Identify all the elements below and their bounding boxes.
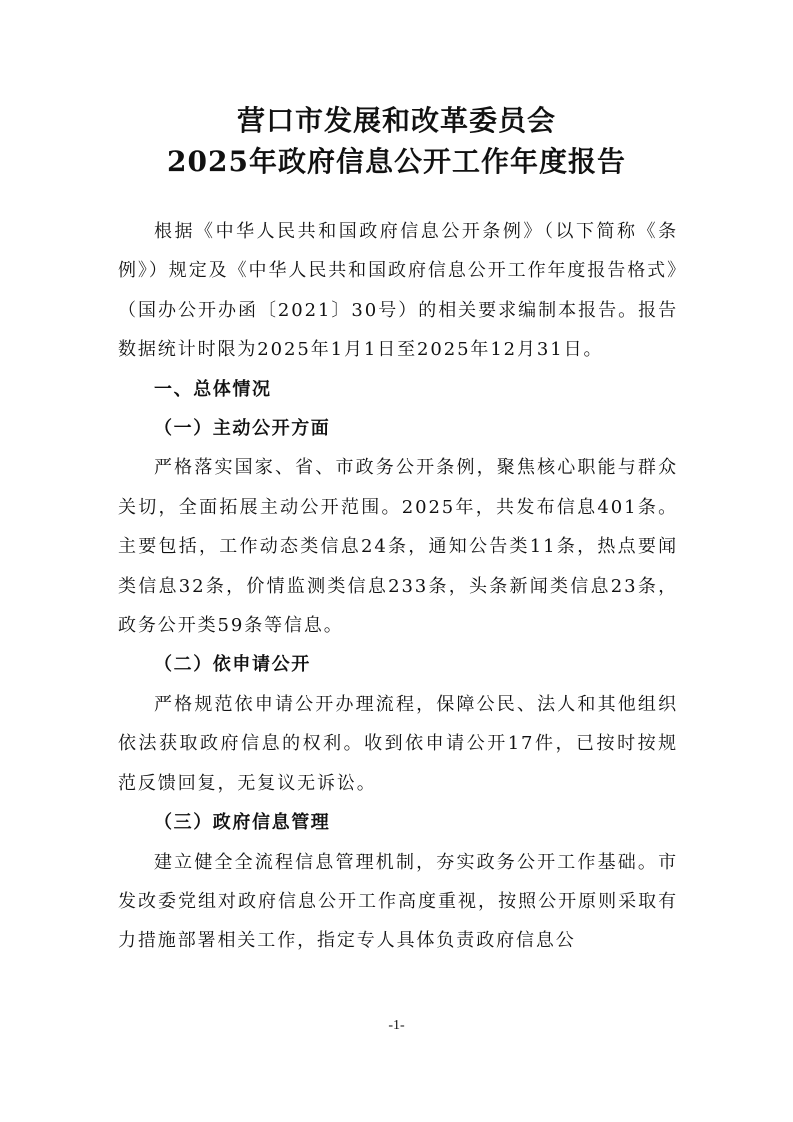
on-request-paragraph: 严格规范依申请公开办理流程，保障公民、法人和其他组织依法获取政府信息的权利。收到依申请公开17件，已按时按规范反馈回复，无复议无诉讼。 (118, 693, 678, 794)
section-heading-overview: 一、总体情况 (154, 378, 272, 400)
intro-paragraph: 根据《中华人民共和国政府信息公开条例》（以下简称《条例》）规定及《中华人民共和国政府信息公开工作年度报告格式》（国办公开办函〔2021〕30号）的相关要求编制本报告。报告数据统计时限为2025年1月1日至2025年12月31日。 (118, 221, 678, 361)
subsection-heading-info-management: （三）政府信息管理 (154, 812, 331, 834)
document-title-line2: 2025年政府信息公开工作年度报告 (167, 145, 626, 178)
subsection-heading-proactive: （一）主动公开方面 (154, 418, 331, 440)
document-title-line1: 营口市发展和改革委员会 (236, 104, 556, 137)
page-number: -1- (388, 1018, 405, 1033)
proactive-disclosure-paragraph: 严格落实国家、省、市政务公开条例，聚焦核心职能与群众关切，全面拓展主动公开范围。2025年，共发布信息401条。主要包括，工作动态类信息24条，通知公告类11条，热点要闻类信息32条，价情监测类信息233条，头条新闻类信息23条，政务公开类59条等信息。 (118, 457, 678, 637)
subsection-heading-on-request: （二）依申请公开 (154, 654, 311, 676)
info-management-paragraph: 建立健全全流程信息管理机制，夯实政务公开工作基础。市发改委党组对政府信息公开工作高度重视，按照公开原则采取有力措施部署相关工作，指定专人具体负责政府信息公 (118, 851, 678, 952)
document-body (118, 212, 678, 961)
